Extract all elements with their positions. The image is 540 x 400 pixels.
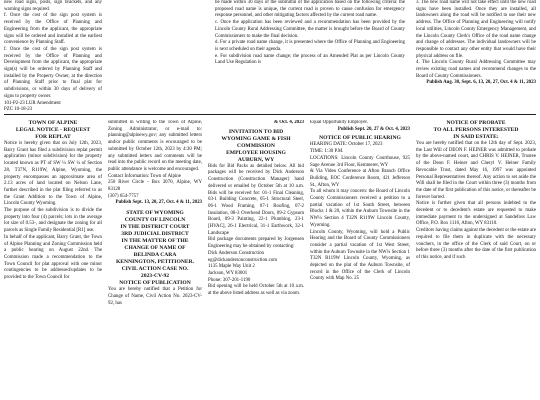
notice-paragraph: TIME: 1:30 P.M. xyxy=(310,149,344,155)
notice-title: FOR REPLAT xyxy=(35,134,71,140)
top-left-legal-notice-continuation xyxy=(4,0,102,112)
notice-paragraph: submitted in writing to the Town of Alpine, Zoning Administrator, or e-mail to: planning@alpinewy.gov; any submitted letters and/or public comments is encouraged to be submitted by October 12th, 2023 by 4:30 PM; any submitted letters and comments will be read into the public record on the meeting date, public attendance is welcome and encouraged. xyxy=(108,120,202,172)
probate-notice xyxy=(416,120,536,400)
notice-paragraph: In behalf of the applicant, Barry Grant, the Town of Alpine Planning and Zoning Commission held a public hearing on August 22nd. The Commission made a recommendation to the Town Council for plat approval with one minor contingencies to be addressed/updates to be provided to the Town Council for xyxy=(4,234,102,281)
notice-title: NOTICE OF PROBATE xyxy=(446,120,506,126)
notice-reference: PZC 10-18-23 xyxy=(4,107,33,112)
notice-paragraph: c. Once the application has been reviewed and a recommendation has been provided by the Lincoln County Rural Addressing Committee, the matter is brought before the Board of County Commissioners to make the final decision. xyxy=(215,20,405,39)
notice-title: NOTICE OF PUBLIC HEARING xyxy=(319,135,401,142)
notice-title: CIVIL ACTION CASE NO. xyxy=(121,266,189,273)
notice-title: WYOMING GAME & FISH xyxy=(221,135,291,142)
notice-title: AUBURN, WY xyxy=(237,156,275,163)
notice-paragraph: Equal Opportunity Employer. xyxy=(310,120,368,125)
top-middle-legal-notice-continuation xyxy=(215,0,405,112)
publish-dates: Publish Sept. 20, 27 & Oct. 4, 2023 xyxy=(337,126,410,132)
notice-paragraph: Creditors having claims against the decedent or the estate are required to file them in duplicate with the necessary vouchers, in the office of the Clerk of said Court, on or before three (3) months after the date of the first publication of this notice, and if such xyxy=(416,228,536,260)
notice-paragraph: f. Once the cost of the sign post system is received by the Office of Planning and Engineering from the applicant, the appropriate signs will be ordered and installed at the earliest convenience by Planning Staff. xyxy=(4,13,102,46)
alpine-contact-and-name-change-notice xyxy=(108,120,202,400)
notice-paragraph: 3. The new road name will not take effect until the new road signs have been installed. Once they are installed, all landowners along the road will be notified to use their new address. The Office of Planning and Engineering will notify local utilities, Lincoln County Emergency Management, and the Lincoln County Clerk's Office of the road name change and change of addresses. The individual landowners will be responsible to contact any other entity that would have their physical address on file. xyxy=(416,0,536,59)
notice-paragraph: & Via Video Conference at Afton Branch Office Building, EOC Conference Room, 421 Jefferson St., Afton, WY xyxy=(310,169,410,188)
notice-title: STATE OF WYOMING xyxy=(126,210,184,217)
notice-subtitle: NOTICE OF PUBLICATION xyxy=(119,280,191,287)
notice-title: CHANGE OF NAME OF xyxy=(124,245,186,252)
notice-paragraph: 4. The Lincoln County Rural Addressing Committee may review existing road names and recommend changes to the Board of County Commissioners. xyxy=(416,60,536,79)
notice-paragraph: f. Once the cost of the sign post system is received by the Office of Planning and Development from the applicant, the appropriate sign(s) will be ordered by Planning Staff and installed by the Property Owner, at the direction of Planning Staff prior to final plat for subdivisions, or within 30 days of delivery of signs to property owner. xyxy=(4,46,102,99)
notice-paragraph: d. For a private road name change, it is presented where the Office of Planning and Engineering is next scheduled on their agenda. xyxy=(215,40,405,52)
notice-title: IN THE DISTRICT COURT xyxy=(120,224,190,231)
notice-paragraph: The purpose of the subdivision is to divide the property into four (4) parcels; lots in the average lot size of 0.53-, and designate the zoning for all parcels as Single Family Residential [R1] use. xyxy=(4,208,102,234)
contact-line: 250 River Circle - Box 3070, Alpine, WY 83128 xyxy=(108,180,202,193)
notice-title: KENNINGTON, PETITIONER. xyxy=(115,259,195,266)
notice-title: 2023-CV-92 xyxy=(140,273,170,280)
publish-dates: Publish Sept. 13, 20, 27, Oct. 4 & 11, 2023 xyxy=(115,200,202,206)
notice-paragraph: be made within 30 days of the submittal of the application based on the following criteria: the proposed road name is unique, the current road is proven to cause confusion for emergency response personnel, and other mitigating factors affected by the current road name. xyxy=(215,0,405,19)
notice-title: 3RD JUDICIAL DISTRICT xyxy=(121,231,189,238)
contact-line: Phone: 307-201-1190 xyxy=(208,277,251,283)
notice-title: LEGAL NOTICE - REQUEST xyxy=(15,127,91,133)
notice-title: BELINDA CARA xyxy=(133,252,177,259)
notice-title: COUNTY OF LINCOLN xyxy=(124,217,186,224)
contact-line: eg@dickandersonconstruction.com xyxy=(208,257,278,263)
notice-paragraph: e. For subdivision road name change; the process of an Amended Plat as per Lincoln County Land Use Regulation is xyxy=(215,53,405,66)
notice-title: EMPLOYEE HOUSING xyxy=(226,149,286,156)
publish-dates: Publish Aug. 30, Sept. 6, 13, 20, 27, Oct. 4 & 11, 2023 xyxy=(426,80,536,86)
section-divider xyxy=(4,114,536,115)
top-right-legal-notice-continuation xyxy=(416,0,536,112)
notice-paragraph: Notice is hereby given that on July 12th, 2023, Barry Grant has filed a subdivision replat permit application (minor subdivision) for the property located known as PT of SW ¼ SW ¼ of Section 28, T37N, R119W, Alpine, Wyoming, the property encompasses an approximate area of 2.13 acres of land located on Nelson Lane, further described in the plat filing referred to as the Grant Addition to the Town of Alpine, Lincoln County Wyoming. xyxy=(4,141,102,207)
notice-paragraph: Notice is further given that all persons indebted to the decedent or to decedent's estate are requested to make immediate payment to the undersigned at Sandefoss Law Office, P.O. Box 1116, Afton, WY 83110. xyxy=(416,201,536,227)
contact-line: (307) 654-7757 xyxy=(108,193,139,199)
invitation-to-bid-notice xyxy=(208,120,304,400)
notice-title: TO ALL PERSONS INTERESTED xyxy=(433,127,519,133)
notice-paragraph: You are hereby notified that a Petition for Change of Name, Civil Action No. 2023-CV-92, has xyxy=(108,287,202,306)
notice-paragraph: To all whom it may concern: the Board of Lincoln County Commissioners received a petition to a partial vacation of 1st South Street, between Blocks 1 & 20, within the Auburn Townsite in the NW¼ Section 4 T32N R119W Lincoln County, Wyoming. xyxy=(310,189,410,228)
notice-paragraph: LOCATIONS: Lincoln County Courthouse, 925 Sage Avenue 3rd Floor, Kemmerer, WY xyxy=(310,155,410,168)
notice-paragraph: new road signs, posts, sign brackets, and any warning signs required. xyxy=(4,0,102,12)
notice-paragraph: You are hereby notified that on the 12th day of Sept. 2023, the Last Will of DEON F. HEINER was admitted to probate by the above-named court, and CHRIS V. HEINER, Trustee of the Deon F. Heiner and Cheryl V. Heiner Family Revocable Trust, dated May 16, 1997 was appointed Personal Representatives thereof. Any action to set aside the Will shall be filed in the Court within three (3) months from the date of the first publication of this notice, or thereafter be forever barred. xyxy=(416,141,536,200)
notice-title: COMMISSION xyxy=(237,142,275,149)
contact-line: Jackson, WY 83001 xyxy=(208,270,248,276)
contact-line: 1135 Maple Way Unit 2 xyxy=(208,264,255,270)
publish-dates: & Oct. 4, 2023 xyxy=(273,120,304,125)
contact-line: Contact Information: Town of Alpine xyxy=(108,173,181,179)
notice-paragraph: HEARING DATE: October 17, 2023 xyxy=(310,142,383,148)
notice-paragraph: Bid package documents prepared by Jorgensen Engineering may be obtained by contacting: xyxy=(208,237,304,250)
notice-title: TOWN OF ALPINE xyxy=(28,120,78,126)
notice-paragraph: Bid opening will be held October 5th at 10 a.m. at the above listed address as well as via zoom. xyxy=(208,284,304,297)
notice-title: IN SAID ESTATE: xyxy=(453,134,499,140)
replat-notice xyxy=(4,120,102,400)
notice-title: INVITATION TO BID xyxy=(228,128,284,135)
public-hearing-notice xyxy=(310,120,410,400)
notice-paragraph: Lincoln County, Wyoming, will hold a Public Hearing and the Board of County Commissioners consider a partial vacation of 1st West Street, within the Auburn Townsite in the NW¼ Section 1 T32N R119W Lincoln County, Wyoming, as depicted on the plat of the Auburn Townsite, of record in the Office of the Clerk of Lincoln County with Map No. 25 xyxy=(310,229,410,282)
contact-line: Dick Anderson Construction xyxy=(208,250,264,256)
notice-paragraph: Bids for Bid Packs as detailed below. All bid packages will be received by Dick Anderson Construction (Construction Manager) hand delivered or emailed by October 5th at 10 a.m. Bids will be received for: 01-1 Final Cleaning, 03-1 Building Concrete, 05-1 Structural Steel, 06-1 Wood Framing, 07-1 Roofing, 07-2 Insulation, 08-3 Overhead Doors, 09-2 Gypsum Board, 09-3 Painting, 22-1 Plumbing, 23-1 [HVAC], 26-1 Electrical, 31-1 Earthwork, 32-1 Landscape xyxy=(208,163,304,236)
notice-reference: 101-P2-23 LUR Amendment xyxy=(4,100,61,106)
notice-title: IN THE MATTER OF THE xyxy=(121,238,189,245)
